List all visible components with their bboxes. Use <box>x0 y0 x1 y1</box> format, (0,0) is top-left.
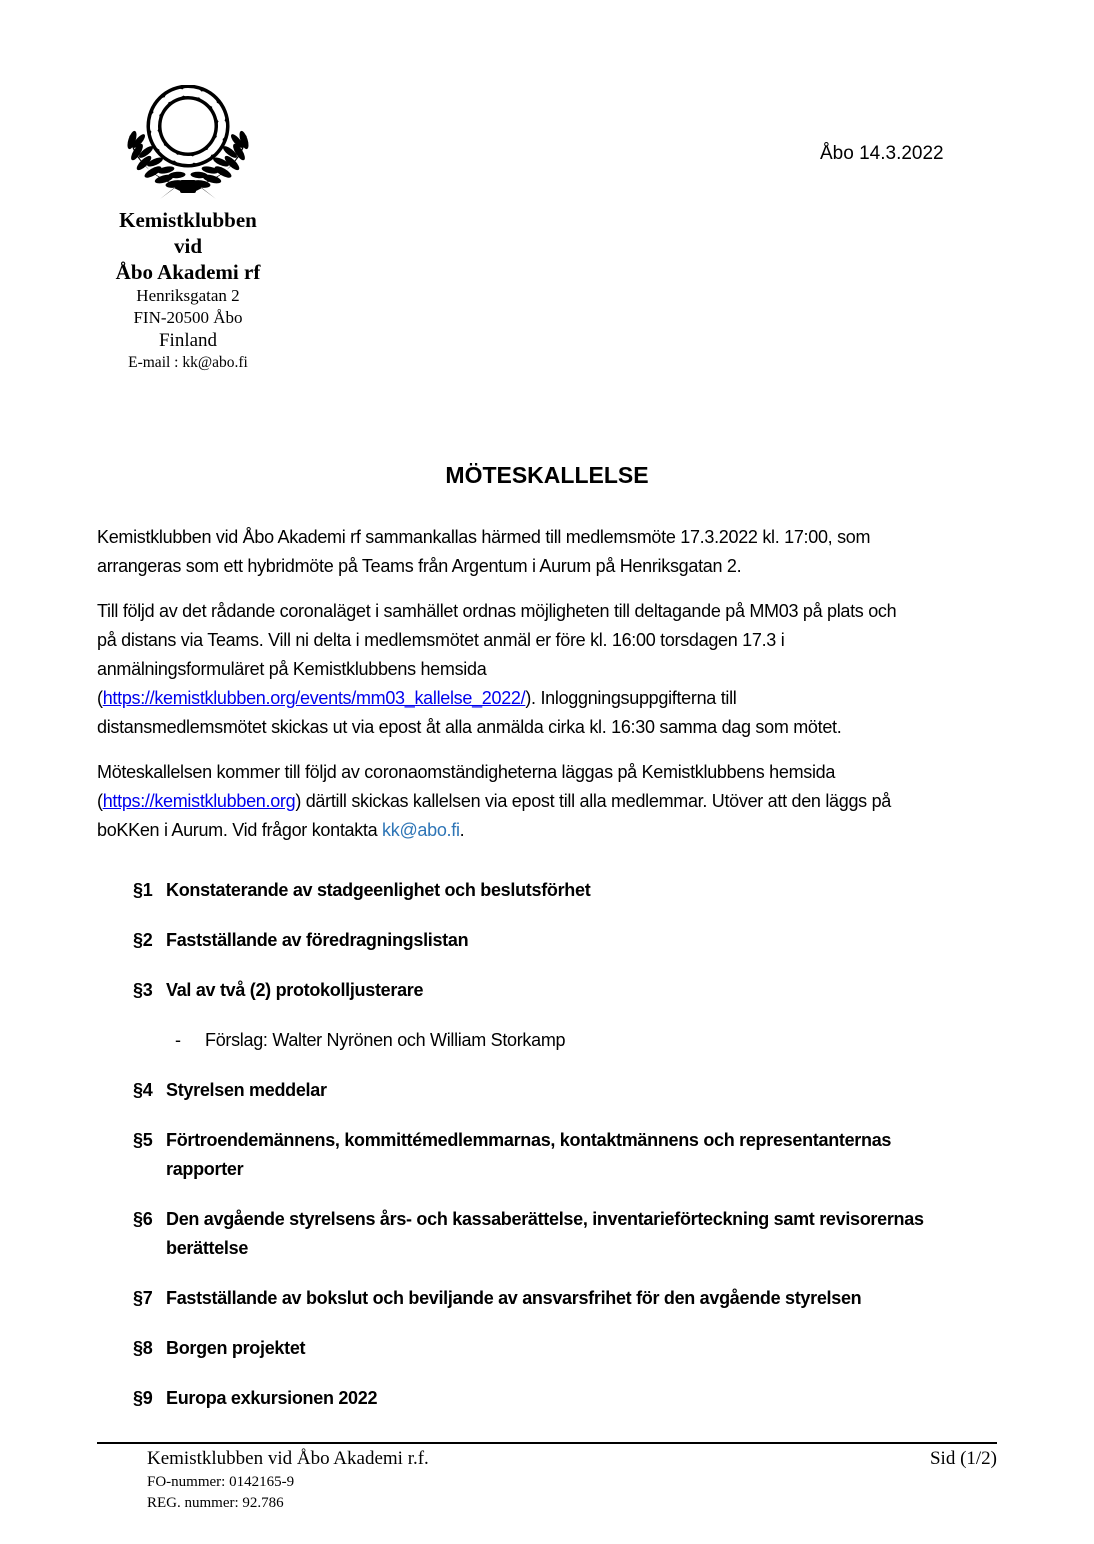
agenda-item-2-number: §2 <box>133 930 153 950</box>
agenda-item-2 <box>133 926 1013 955</box>
footer-fo-number: FO-nummer: 0142165-9 <box>147 1474 295 1490</box>
agenda-item-3-text: Val av två (2) protokolljusterare <box>166 980 424 1000</box>
line2-tail: ) därtill skickas kallelsen via epost till alla medlemmar. Utöver att den läggs på <box>295 791 891 811</box>
agenda-item-6-line1: Den avgående styrelsens års- och kassaberättelse, inventarieförteckning samt revisorernas <box>166 1209 924 1229</box>
agenda-item-1-number: §1 <box>133 880 153 900</box>
agenda-item-4 <box>133 1076 1013 1105</box>
footer-page-indicator: Sid (1/2) <box>929 1448 997 1469</box>
line4-tail: ). Inloggningsuppgifterna till <box>525 688 737 708</box>
paragraph-registration-line4 <box>97 684 1037 713</box>
agenda-item-5-line2: rapporter <box>166 1159 244 1179</box>
agenda-item-8-number: §8 <box>133 1338 153 1358</box>
paragraph-registration <box>97 597 1037 742</box>
paragraph-distribution-line3 <box>97 816 1037 845</box>
address-street: Henriksgatan 2 <box>136 286 240 305</box>
footer-org-name: Kemistklubben vid Åbo Akademi r.f. <box>147 1448 429 1469</box>
agenda-item-1-text: Konstaterande av stadgeenlighet och beslutsförhet <box>166 880 591 900</box>
agenda-item-6-line2: berättelse <box>166 1238 249 1258</box>
agenda-item-4-text: Styrelsen meddelar <box>166 1080 327 1100</box>
agenda-item-8-text: Borgen projektet <box>166 1338 306 1358</box>
paragraph-registration-line3: anmälningsformuläret på Kemistklubbens hemsida <box>97 659 487 679</box>
paragraph-registration-line5: distansmedlemsmötet skickas ut via epost åt alla anmälda cirka kl. 16:30 samma dag som mötet. <box>97 717 842 737</box>
agenda-item-6-number: §6 <box>133 1209 153 1229</box>
letterhead-email: E-mail : kk@abo.fi <box>128 354 248 371</box>
paragraph-distribution-line1: Möteskallelsen kommer till följd av coronaomständigheterna läggas på Kemistklubbens hemsida <box>97 762 836 782</box>
registration-form-link[interactable]: https://kemistklubben.org/events/mm03_kallelse_2022/ <box>102 688 526 708</box>
agenda-item-5 <box>133 1126 1013 1184</box>
agenda-item-3-number: §3 <box>133 980 153 1000</box>
agenda-item-7-text: Fastställande av bokslut och beviljande av ansvarsfrihet för den avgående styrelsen <box>166 1288 862 1308</box>
paren-open-2: ( <box>97 791 103 811</box>
agenda-item-5-number: §5 <box>133 1130 153 1150</box>
paragraph-registration-line1: Till följd av det rådande coronaläget i samhället ordnas möjligheten till deltagande på MM03 på plats och <box>97 601 897 621</box>
footer-row <box>97 1446 997 1472</box>
agenda-item-9-text: Europa exkursionen 2022 <box>166 1388 378 1408</box>
agenda-item-6 <box>133 1205 1013 1263</box>
address-country: Finland <box>158 330 218 351</box>
paragraph-distribution <box>97 758 1037 845</box>
agenda-item-5-line1: Förtroendemännens, kommittémedlemmarnas, kontaktmännens och representanternas <box>166 1130 892 1150</box>
document-date: Åbo 14.3.2022 <box>820 143 944 164</box>
paragraph-registration-line2: på distans via Teams. Vill ni delta i medlemsmötet anmäl er före kl. 16:00 torsdagen 17.3 i <box>97 630 785 650</box>
proposal-dash: - <box>175 1030 181 1050</box>
contact-pre-text: boKKen i Aurum. Vid frågor kontakta <box>97 820 383 840</box>
org-name-line2: vid <box>173 234 202 258</box>
agenda-list <box>133 876 1013 1434</box>
document-body <box>97 523 1037 861</box>
wreath-ring-logo-icon <box>122 85 254 203</box>
document-title: MÖTESKALLELSE <box>445 462 649 488</box>
contact-post-text: . <box>459 820 465 840</box>
footer-reg-number: REG. nummer: 92.786 <box>147 1495 284 1511</box>
agenda-item-2-text: Fastställande av föredragningslistan <box>166 930 469 950</box>
agenda-item-3-proposal <box>175 1026 1013 1055</box>
agenda-item-6-text <box>166 1205 956 1263</box>
org-name-line1: Kemistklubben <box>119 208 257 232</box>
paragraph-distribution-line2 <box>97 787 1037 816</box>
proposal-text: Förslag: Walter Nyrönen och William Storkamp <box>205 1030 566 1050</box>
paragraph-intro-line1: Kemistklubben vid Åbo Akademi rf sammankallas härmed till medlemsmöte 17.3.2022 kl. 17:00, som <box>97 527 871 547</box>
agenda-item-8 <box>133 1334 1013 1363</box>
agenda-item-7 <box>133 1284 1013 1313</box>
page-footer <box>97 1442 997 1514</box>
paragraph-intro-line2: arrangeras som ett hybridmöte på Teams från Argentum i Aurum på Henriksgatan 2. <box>97 556 742 576</box>
agenda-item-1 <box>133 876 1013 905</box>
letterhead <box>58 85 318 373</box>
agenda-item-7-number: §7 <box>133 1288 153 1308</box>
contact-email-link[interactable]: kk@abo.fi <box>382 820 460 840</box>
org-name-line3: Åbo Akademi rf <box>115 260 261 284</box>
paragraph-intro <box>97 523 1037 581</box>
agenda-item-3 <box>133 976 1013 1005</box>
agenda-item-9-number: §9 <box>133 1388 153 1408</box>
address-postal: FIN-20500 Åbo <box>133 308 243 327</box>
paren-open: ( <box>97 688 103 708</box>
agenda-item-5-text <box>166 1126 956 1184</box>
agenda-item-9 <box>133 1384 1013 1413</box>
agenda-item-4-number: §4 <box>133 1080 153 1100</box>
homepage-link[interactable]: https://kemistklubben.org <box>102 791 296 811</box>
